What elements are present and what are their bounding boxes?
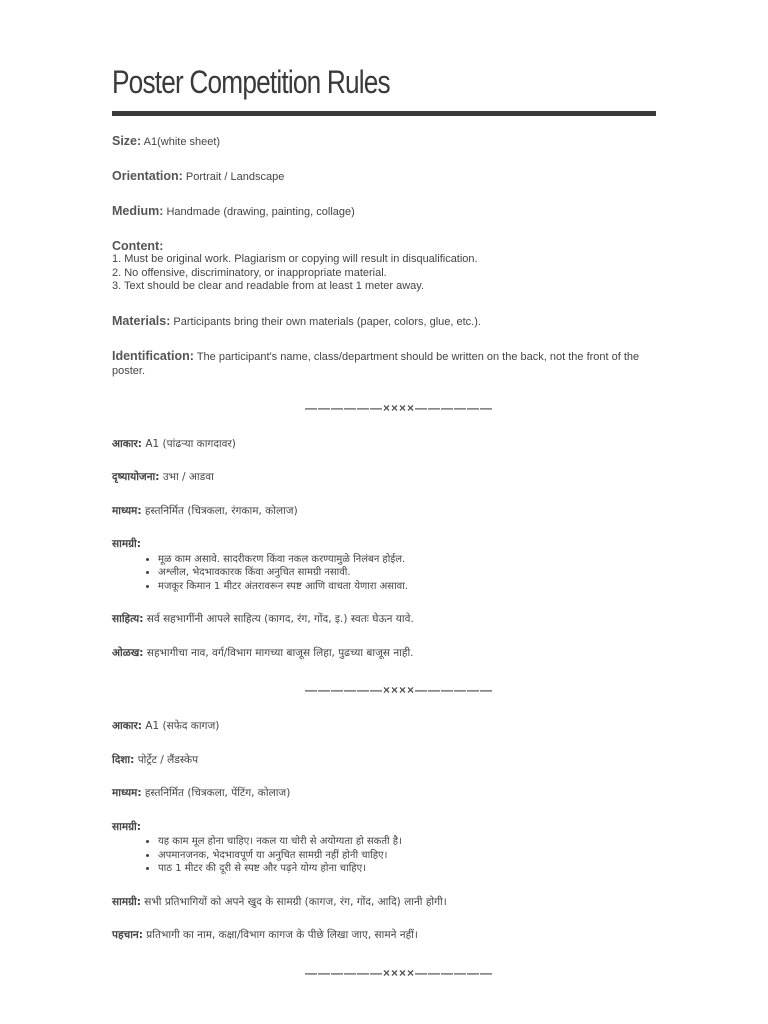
marathi-size xyxy=(112,438,662,452)
content-label: Content: xyxy=(112,239,164,253)
orientation-label: दृष्यायोजना: xyxy=(112,471,160,483)
english-identification xyxy=(112,349,662,378)
content-bullets xyxy=(112,553,662,594)
marathi-content xyxy=(112,538,662,593)
identification-value: The participant's name, class/department should be written on the back, not the front of the poster. xyxy=(112,350,640,377)
section-divider: ——————××××—————— xyxy=(304,683,494,697)
english-size xyxy=(112,134,662,149)
size-value: A1 (पांढऱ्या कागदावर) xyxy=(145,437,236,450)
hindi-content xyxy=(112,821,662,876)
size-value: A1(white sheet) xyxy=(143,136,221,148)
orientation-value: पोर्ट्रेट / लैंडस्केप xyxy=(137,753,199,766)
list-item: • पाठ 1 मीटर की दूरी से स्पष्ट और पढ़ने योग्य होना चाहिए। xyxy=(158,862,662,876)
identification-label: पहचान: xyxy=(112,929,143,941)
medium-value: Handmade (drawing, painting, collage) xyxy=(166,206,355,218)
marathi-orientation xyxy=(112,471,662,485)
medium-label: माध्यम: xyxy=(112,787,142,799)
marathi-materials xyxy=(112,613,662,627)
content-line: 3. Text should be clear and readable from at least 1 meter away. xyxy=(112,280,425,292)
english-content xyxy=(112,239,662,294)
identification-label: Identification: xyxy=(112,348,194,363)
title-underline xyxy=(112,111,656,116)
medium-value: हस्तनिर्मित (चित्रकला, पेंटिंग, कोलाज) xyxy=(144,787,291,799)
list-item: • मजकूर किमान 1 मीटर अंतरावरून स्पष्ट आणि वाचता येणारा असावा. xyxy=(158,580,662,594)
materials-value: सर्व सहभागींनी आपले साहित्य (कागद, रंग, गोंद, इ.) स्वतः घेऊन यावे. xyxy=(146,613,414,625)
materials-value: सभी प्रतिभागियों को अपने खुद के सामग्री (कागज, रंग, गोंद, आदि) लानी होगी। xyxy=(144,895,447,908)
list-item: • अपमानजनक, भेदभावपूर्ण या अनुचित सामग्री नहीं होनी चाहिए। xyxy=(158,849,662,863)
size-value: A1 (सफेद कागज) xyxy=(145,720,220,732)
list-item: • अश्लील, भेदभावकारक किंवा अनुचित सामग्री नसावी. xyxy=(158,566,662,580)
list-item: • यह काम मूल होना चाहिए। नकल या चोरी से अयोग्यता हो सकती है। xyxy=(158,835,662,849)
page-title: Poster Competition Rules xyxy=(112,64,390,100)
marathi-identification xyxy=(112,647,662,661)
identification-value: सहभागीचा नाव, वर्ग/विभाग मागच्या बाजूस लिहा, पुढच्या बाजूस नाही. xyxy=(146,646,414,659)
identification-value: प्रतिभागी का नाम, कक्षा/विभाग कागज के पीछे लिखा जाए, सामने नहीं। xyxy=(146,929,418,941)
size-label: Size: xyxy=(112,134,142,148)
materials-label: Materials: xyxy=(112,313,171,328)
orientation-value: Portrait / Landscape xyxy=(185,171,285,183)
rules-content xyxy=(112,134,662,980)
hindi-size xyxy=(112,720,662,734)
medium-value: हस्तनिर्मित (चित्रकला, रंगकाम, कोलाज) xyxy=(144,504,298,517)
medium-label: Medium: xyxy=(112,204,164,218)
hindi-orientation xyxy=(112,754,662,768)
size-label: आकार: xyxy=(112,437,143,450)
identification-label: ओळख: xyxy=(112,646,144,659)
content-label: सामग्री: xyxy=(112,820,141,833)
content-line: 2. No offensive, discriminatory, or inappropriate material. xyxy=(112,266,387,279)
english-orientation xyxy=(112,169,662,184)
materials-label: सामग्री: xyxy=(112,895,141,908)
materials-label: साहित्य: xyxy=(112,613,144,625)
orientation-label: Orientation: xyxy=(112,169,183,183)
content-label: सामग्री: xyxy=(112,538,141,550)
english-medium xyxy=(112,204,662,219)
list-item: • मूळ काम असावे. सादरीकरण किंवा नकल करण्यामुळे निलंबन होईल. xyxy=(158,553,662,567)
materials-value: Participants bring their own materials (paper, colors, glue, etc.). xyxy=(173,315,481,328)
content-line: 1. Must be original work. Plagiarism or copying will result in disqualification. xyxy=(112,253,478,265)
medium-label: माध्यम: xyxy=(112,504,142,517)
size-label: आकार: xyxy=(112,720,143,732)
orientation-value: उभा / आडवा xyxy=(162,471,214,483)
hindi-materials xyxy=(112,896,662,910)
english-materials xyxy=(112,314,662,329)
marathi-medium xyxy=(112,505,662,519)
orientation-label: दिशा: xyxy=(112,753,135,766)
content-lines xyxy=(112,253,662,294)
content-bullets xyxy=(112,835,662,876)
hindi-medium xyxy=(112,787,662,801)
section-divider: ——————××××—————— xyxy=(304,965,494,980)
hindi-identification xyxy=(112,929,662,943)
section-divider: ——————××××—————— xyxy=(304,400,494,415)
